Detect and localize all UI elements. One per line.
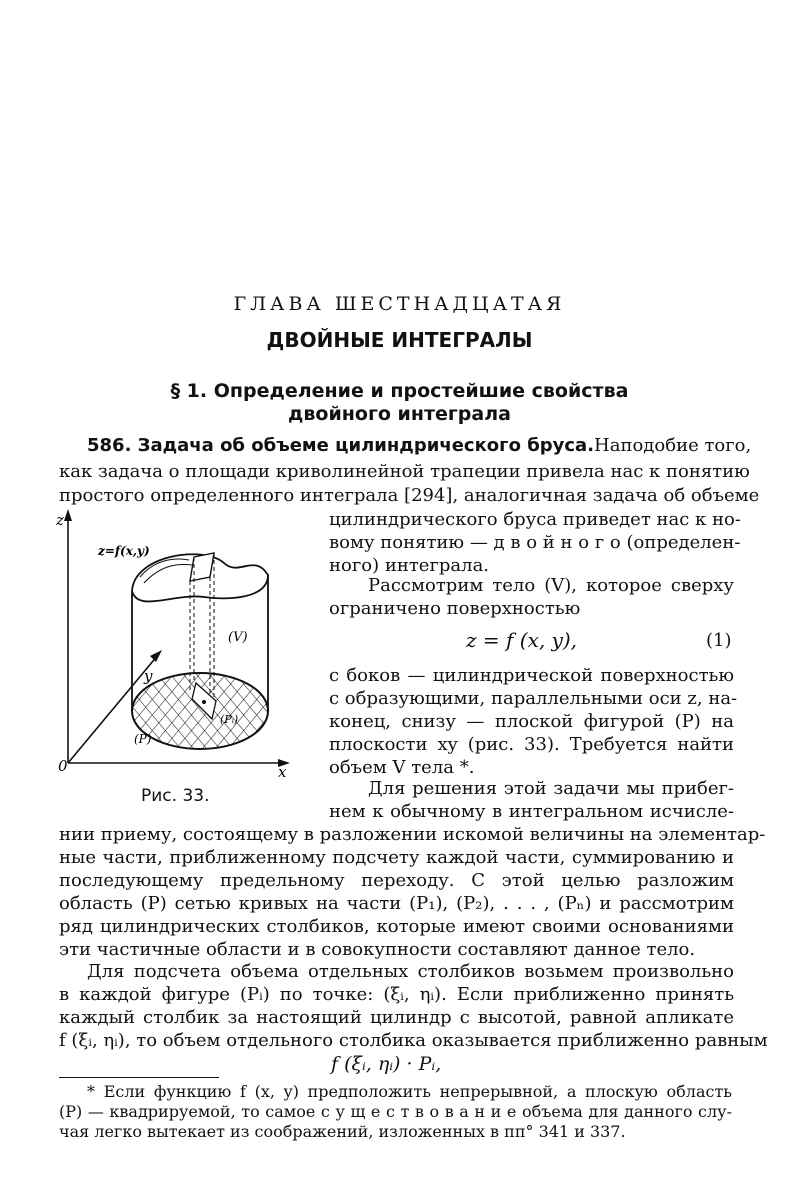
paragraph-line-15: нии приему, состоящему в разложении искомой величины на элементар-: [59, 824, 766, 845]
paragraph-line-12: объем V тела *.: [329, 757, 475, 778]
paragraph-line-20: эти частичные области и в совокупности составляют данное тело.: [59, 939, 696, 960]
body-label: (V): [228, 630, 248, 645]
paragraph-line-0: Наподобие того,: [594, 435, 752, 456]
paragraph-line-10: конец, снизу — плоской фигурой (P) на: [329, 711, 734, 732]
equation-1-number: (1): [706, 630, 732, 651]
cell-label: (Pᵢ): [220, 713, 239, 726]
z-axis-label: z: [56, 511, 64, 529]
figure-cylinder-diagram: [54, 505, 304, 790]
paragraph-line-8: с боков — цилиндрической поверхностью: [329, 665, 734, 686]
paragraph-line-2: простого определенного интеграла [294], аналогичная задача об объеме: [59, 485, 760, 506]
paragraph-line-21: Для подсчета объема отдельных столбиков возьмем произвольно: [87, 961, 734, 982]
paragraph-line-11: плоскости xy (рис. 33). Требуется найти: [329, 734, 734, 755]
y-axis-label: y: [144, 667, 153, 685]
sample-point: [202, 700, 206, 704]
paragraph-line-17: последующему предельному переходу. С этой целью разложим: [59, 870, 734, 891]
paragraph-heading: 586. Задача об объеме цилиндрического бруса.: [87, 435, 595, 456]
x-axis-label: x: [278, 763, 287, 781]
footnote-line-1: * Если функцию f (x, y) предположить непрерывной, а плоскую область: [87, 1082, 732, 1101]
paragraph-line-9: с образующими, параллельными оси z, на-: [329, 688, 738, 709]
figure-caption: Рис. 33.: [141, 786, 210, 806]
paragraph-line-14: нем к обычному в интегральном исчисле-: [329, 801, 734, 822]
footnote-line-2: (P) — квадрируемой, то самое с у щ е с т в о в а н и е объема для данного слу-: [59, 1102, 732, 1121]
paragraph-line-1: как задача о площади криволинейной трапеции привела нас к понятию: [59, 461, 750, 482]
paragraph-line-13: Для решения этой задачи мы прибег-: [368, 778, 734, 799]
equation-2: f (ξᵢ, ηᵢ) · Pᵢ,: [331, 1053, 442, 1075]
paragraph-line-16: ные части, приближенному подсчету каждой части, суммированию и: [59, 847, 734, 868]
z-axis-arrow: [64, 509, 72, 521]
paragraph-line-23: каждый столбик за настоящий цилиндр с высотой, равной апликате: [59, 1007, 734, 1028]
paragraph-line-19: ряд цилиндрических столбиков, которые имеют своими основаниями: [59, 916, 734, 937]
paragraph-line-24: f (ξᵢ, ηᵢ), то объем отдельного столбика оказывается приближенно равным: [59, 1030, 768, 1051]
equation-1: z = f (x, y),: [466, 628, 578, 652]
origin-label: 0: [58, 757, 68, 775]
paragraph-line-5: ного) интеграла.: [329, 555, 490, 576]
paragraph-line-3: цилиндрического бруса приведет нас к но-: [329, 509, 741, 530]
chapter-title: ДВОЙНЫЕ ИНТЕГРАЛЫ: [266, 328, 533, 352]
paragraph-line-7: ограничено поверхностью: [329, 598, 581, 619]
chapter-heading: ГЛАВА ШЕСТНАДЦАТАЯ: [233, 293, 566, 315]
paragraph-line-18: область (P) сетью кривых на части (P₁), (P₂), . . . , (Pₙ) и рассмотрим: [59, 893, 734, 914]
paragraph-line-4: вому понятию — д в о й н о г о (определен-: [329, 532, 741, 553]
footnote-line-3: чая легко вытекает из соображений, изложенных в пп° 341 и 337.: [59, 1122, 626, 1141]
paragraph-line-6: Рассмотрим тело (V), которое сверху: [368, 575, 734, 596]
region-label: (P): [134, 732, 152, 746]
paragraph-first-line: [87, 435, 752, 457]
section-title-line-2: двойного интеграла: [288, 403, 511, 425]
footnote-rule: [59, 1077, 219, 1078]
y-axis-arrow: [150, 650, 162, 662]
paragraph-line-22: в каждой фигуре (Pᵢ) по точке: (ξᵢ, ηᵢ). Если приближенно принять: [59, 984, 734, 1005]
section-title-line-1: § 1. Определение и простейшие свойства: [170, 380, 629, 402]
surface-label: z=f(x,y): [98, 544, 150, 558]
